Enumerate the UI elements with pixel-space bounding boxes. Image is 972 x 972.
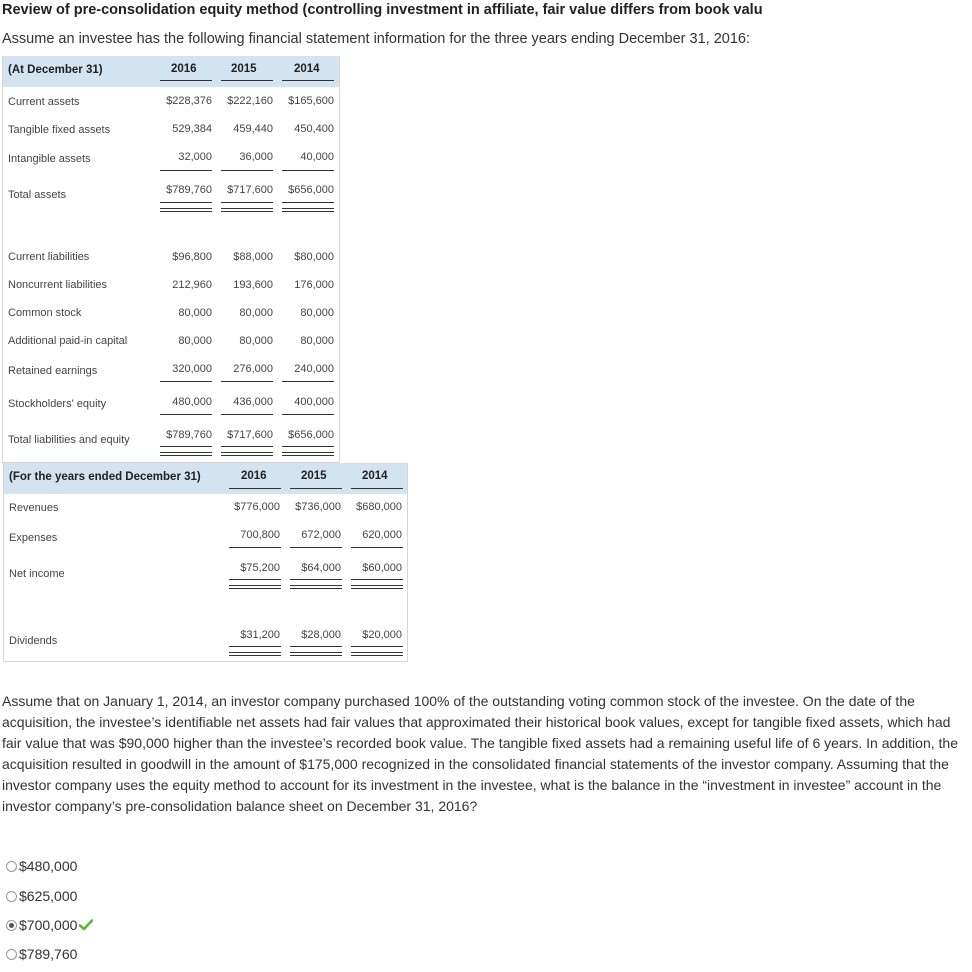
total-rule	[221, 202, 273, 203]
cell-value: $736,000	[295, 501, 341, 513]
cell-value: $75,200	[240, 562, 280, 574]
subtotal-rule	[221, 414, 273, 415]
cell-value: 80,000	[178, 335, 212, 347]
balance-sheet-header-label: (At December 31)	[8, 64, 103, 76]
cell-value: $776,000	[234, 501, 280, 513]
cell-value: 80,000	[239, 307, 273, 319]
choice-label: $480,000	[19, 858, 78, 874]
cell-value: $717,600	[227, 184, 273, 196]
is-year-2015: 2015	[301, 470, 327, 482]
total-rule	[221, 211, 273, 212]
cell-value: $680,000	[356, 501, 402, 513]
total-rule	[351, 588, 403, 589]
subtotal-rule	[221, 170, 273, 171]
cell-value: 40,000	[300, 151, 334, 163]
subtotal-rule	[351, 547, 403, 548]
row-label: Dividends	[9, 635, 58, 647]
is-year-2014: 2014	[362, 470, 388, 482]
header-underline	[282, 80, 334, 81]
cell-value: $165,600	[288, 95, 334, 107]
cell-value: 480,000	[172, 396, 212, 408]
row-label: Total liabilities and equity	[8, 434, 130, 446]
total-rule	[160, 446, 212, 447]
header-underline	[351, 488, 403, 489]
subtotal-rule	[160, 170, 212, 171]
subtotal-rule	[282, 170, 334, 171]
total-rule	[290, 652, 342, 653]
row-label: Revenues	[9, 502, 59, 514]
total-rule	[290, 585, 342, 586]
total-rule	[160, 208, 212, 209]
subtotal-rule	[282, 381, 334, 382]
cell-value: $80,000	[294, 251, 334, 263]
cell-value: 672,000	[301, 529, 341, 541]
cell-value: 240,000	[294, 363, 334, 375]
answer-choice-1[interactable]	[6, 858, 77, 874]
cell-value: 529,384	[172, 123, 212, 135]
choice-label: $625,000	[19, 888, 78, 904]
total-rule	[221, 455, 273, 456]
cell-value: $228,376	[166, 95, 212, 107]
total-rule	[282, 202, 334, 203]
cell-value: 32,000	[178, 151, 212, 163]
cell-value: 276,000	[233, 363, 273, 375]
balance-sheet-header	[3, 56, 339, 87]
total-rule	[290, 588, 342, 589]
cell-value: 80,000	[300, 307, 334, 319]
radio-button[interactable]	[6, 861, 17, 872]
bs-year-2015: 2015	[231, 63, 257, 75]
total-rule	[351, 579, 403, 580]
cell-value: $31,200	[240, 629, 280, 641]
cell-value: $789,760	[166, 184, 212, 196]
total-rule	[282, 455, 334, 456]
cell-value: 436,000	[233, 396, 273, 408]
cell-value: 176,000	[294, 279, 334, 291]
total-rule	[229, 585, 281, 586]
total-rule	[351, 646, 403, 647]
cell-value: $656,000	[288, 184, 334, 196]
total-rule	[351, 585, 403, 586]
radio-button-selected[interactable]	[6, 920, 17, 931]
cell-value: 400,000	[294, 396, 334, 408]
bs-year-2014: 2014	[294, 63, 320, 75]
cell-value: 620,000	[362, 529, 402, 541]
total-rule	[290, 655, 342, 656]
total-rule	[160, 452, 212, 453]
radio-button[interactable]	[6, 949, 17, 960]
total-rule	[160, 202, 212, 203]
total-rule	[221, 208, 273, 209]
cell-value: 80,000	[239, 335, 273, 347]
total-rule	[290, 646, 342, 647]
cell-value: $789,760	[166, 429, 212, 441]
cell-value: $656,000	[288, 429, 334, 441]
cell-value: 212,960	[172, 279, 212, 291]
row-label: Current liabilities	[8, 251, 90, 263]
cell-value: 700,800	[240, 529, 280, 541]
cell-value: $28,000	[301, 629, 341, 641]
total-rule	[282, 211, 334, 212]
total-rule	[282, 446, 334, 447]
total-rule	[160, 211, 212, 212]
total-rule	[229, 579, 281, 580]
row-label: Stockholders' equity	[8, 398, 107, 410]
cell-value: $64,000	[301, 562, 341, 574]
cell-value: 80,000	[300, 335, 334, 347]
subtotal-rule	[290, 547, 342, 548]
total-rule	[229, 646, 281, 647]
cell-value: $88,000	[233, 251, 273, 263]
row-label: Additional paid-in capital	[8, 335, 128, 347]
income-statement-table	[3, 463, 408, 662]
cell-value: 459,440	[233, 123, 273, 135]
total-rule	[221, 446, 273, 447]
is-year-2016: 2016	[241, 470, 267, 482]
choice-label: $789,760	[19, 946, 78, 962]
total-rule	[229, 655, 281, 656]
intro-text: Assume an investee has the following financial statement information for the three years ending December 31, 2016:	[2, 31, 750, 47]
total-rule	[282, 452, 334, 453]
radio-button[interactable]	[6, 891, 17, 902]
subtotal-rule	[282, 414, 334, 415]
row-label: Net income	[9, 568, 65, 580]
choice-label: $700,000	[19, 917, 78, 933]
subtotal-rule	[160, 381, 212, 382]
cell-value: $96,800	[172, 251, 212, 263]
question-text: Assume that on January 1, 2014, an investor company purchased 100% of the outstanding voting common stock of the investee. On the date of the acquisition, the investee’s identifiable net assets had fair values that approximated their historical book values, except for tangible fixed assets, which had fair value that was $90,000 higher than the investee’s recorded book value. The tangible fixed assets had a remaining useful life of 6 years. In addition, the acquisition resulted in goodwill in the amount of $175,000 recognized in the consolidated financial statements of the investor company. Assuming that the investor company uses the equity method to account for its investment in the investee, what is the balance in the “investment in investee” account in the investor company’s pre-consolidation balance sheet on December 31, 2016?	[2, 693, 958, 814]
total-rule	[282, 208, 334, 209]
header-underline	[229, 488, 281, 489]
total-rule	[221, 452, 273, 453]
cell-value: 80,000	[178, 307, 212, 319]
answer-choice-4[interactable]	[6, 946, 77, 962]
total-rule	[351, 655, 403, 656]
row-label: Noncurrent liabilities	[8, 279, 108, 291]
row-label: Intangible assets	[8, 153, 91, 165]
subtotal-rule	[229, 547, 281, 548]
row-label: Total assets	[8, 189, 67, 201]
cell-value: $60,000	[362, 562, 402, 574]
cell-value: $222,160	[227, 95, 273, 107]
subtotal-rule	[221, 381, 273, 382]
cell-value: 450,400	[294, 123, 334, 135]
answer-choice-3[interactable]	[6, 917, 93, 933]
row-label: Current assets	[8, 96, 80, 108]
checkmark-icon	[79, 919, 93, 931]
header-underline	[160, 80, 212, 81]
header-underline	[290, 488, 342, 489]
income-statement-header	[4, 463, 407, 494]
cell-value: 320,000	[172, 363, 212, 375]
row-label: Common stock	[8, 307, 82, 319]
row-label: Retained earnings	[8, 365, 98, 377]
total-rule	[229, 652, 281, 653]
cell-value: 36,000	[239, 151, 273, 163]
row-label: Tangible fixed assets	[8, 124, 111, 136]
total-rule	[351, 652, 403, 653]
income-header-label: (For the years ended December 31)	[9, 471, 201, 483]
total-rule	[160, 455, 212, 456]
bs-year-2016: 2016	[171, 63, 197, 75]
total-rule	[229, 588, 281, 589]
row-label: Expenses	[9, 532, 58, 544]
answer-choice-2[interactable]	[6, 888, 77, 904]
header-underline	[221, 80, 273, 81]
subtotal-rule	[160, 414, 212, 415]
total-rule	[290, 579, 342, 580]
cell-value: 193,600	[233, 279, 273, 291]
cell-value: $20,000	[362, 629, 402, 641]
balance-sheet-table	[2, 56, 340, 463]
cell-value: $717,600	[227, 429, 273, 441]
question-title: Review of pre-consolidation equity method (controlling investment in affiliate, fair value differs from book valu	[2, 2, 763, 18]
